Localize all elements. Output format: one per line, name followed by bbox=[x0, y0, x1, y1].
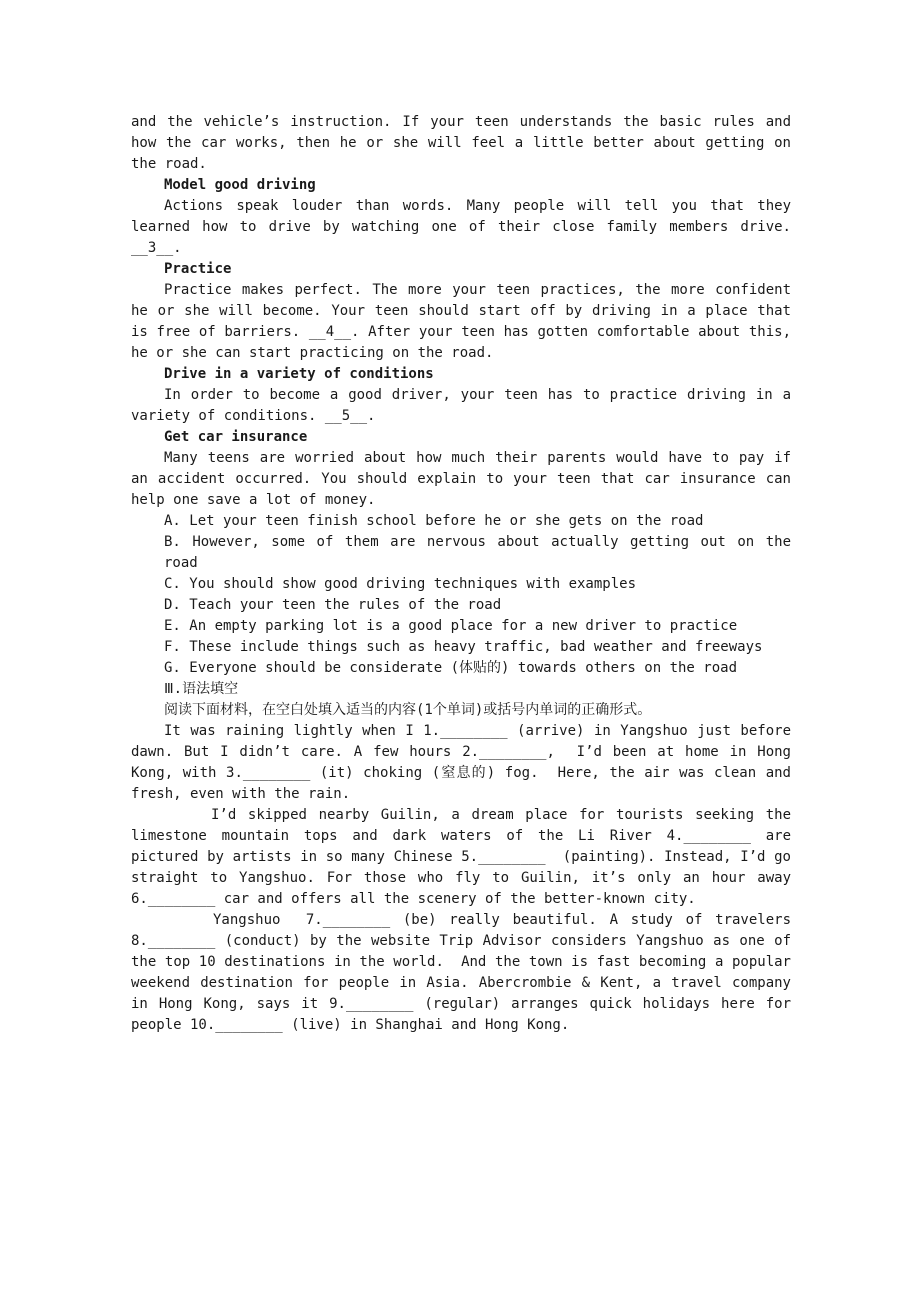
document-body bbox=[131, 112, 808, 1036]
option-e: E. An empty parking lot is a good place for a new driver to practice bbox=[164, 618, 738, 634]
grammar-paragraph-1: It was raining lightly when I 1.________ (arrive) in Yangshuo just before dawn. But I didn’t care. A few hours 2.________, I’d been at home in Hong Kong, with 3.________ (it) choking (窒息的) fog. Here, the air was clean and fresh, even with the rain. bbox=[131, 723, 800, 802]
paragraph-model: Actions speak louder than words. Many people will tell you that they learned how to drive by watching one of their close family members drive. __3__. bbox=[131, 198, 800, 256]
intro-paragraph: and the vehicle’s instruction. If your teen understands the basic rules and how the car works, then he or she will feel a little better about getting on the road. bbox=[131, 114, 800, 172]
paragraph-practice: Practice makes perfect. The more your teen practices, the more confident he or she will become. Your teen should start off by driving in a place that is free of barriers. __4__. After your teen has gotten comfortable about this, he or she can start practicing on the road. bbox=[131, 282, 800, 361]
paragraph-insurance: Many teens are worried about how much their parents would have to pay if an accident occurred. You should explain to your teen that car insurance can help one save a lot of money. bbox=[131, 450, 800, 508]
blank-4: __4__ bbox=[308, 324, 352, 340]
option-d: D. Teach your teen the rules of the road bbox=[164, 597, 502, 613]
option-g: G. Everyone should be considerate (体贴的) towards others on the road bbox=[164, 660, 738, 676]
option-b: B. However, some of them are nervous about actually getting out on the road bbox=[164, 534, 800, 571]
option-f: F. These include things such as heavy traffic, bad weather and freeways bbox=[164, 639, 763, 655]
section-heading-grammar: Ⅲ.语法填空 bbox=[164, 681, 239, 697]
blank-3: __3__ bbox=[131, 240, 174, 256]
heading-model-good-driving: Model good driving bbox=[164, 177, 316, 193]
heading-practice: Practice bbox=[164, 261, 232, 277]
option-a: A. Let your teen finish school before he or she gets on the road bbox=[164, 513, 704, 529]
blank-5: __5__ bbox=[324, 408, 368, 424]
grammar-paragraph-2: I’d skipped nearby Guilin, a dream place for tourists seeking the limestone mountain tops and dark waters of the Li River 4.________ are pictured by artists in so many Chinese 5.________ (painting). Instead, I’d go straight to Yangshuo. For those who fly to Guilin, it’s only an hour away 6.________ car and offers all the scenery of the better-known city. bbox=[131, 807, 808, 907]
heading-car-insurance: Get car insurance bbox=[164, 429, 308, 445]
paragraph-drive: In order to become a good driver, your teen has to practice driving in a variety of conditions. __5__. bbox=[131, 387, 800, 424]
option-c: C. You should show good driving techniques with examples bbox=[164, 576, 637, 592]
section-instruction: 阅读下面材料，在空白处填入适当的内容(1个单词)或括号内单词的正确形式。 bbox=[164, 702, 652, 718]
grammar-paragraph-3: Yangshuo 7.________ (be) really beautiful. A study of travelers 8.________ (conduct) by the website Trip Advisor considers Yangshuo as one of the top 10 destinations in the world. And the town is fast becoming a popular weekend destination for people in Asia. Abercrombie & Kent, a travel company in Hong Kong, says it 9.________ (regular) arranges quick holidays here for people 10.________ (live) in Shanghai and Hong Kong. bbox=[131, 912, 800, 1033]
heading-drive-conditions: Drive in a variety of conditions bbox=[164, 366, 434, 382]
